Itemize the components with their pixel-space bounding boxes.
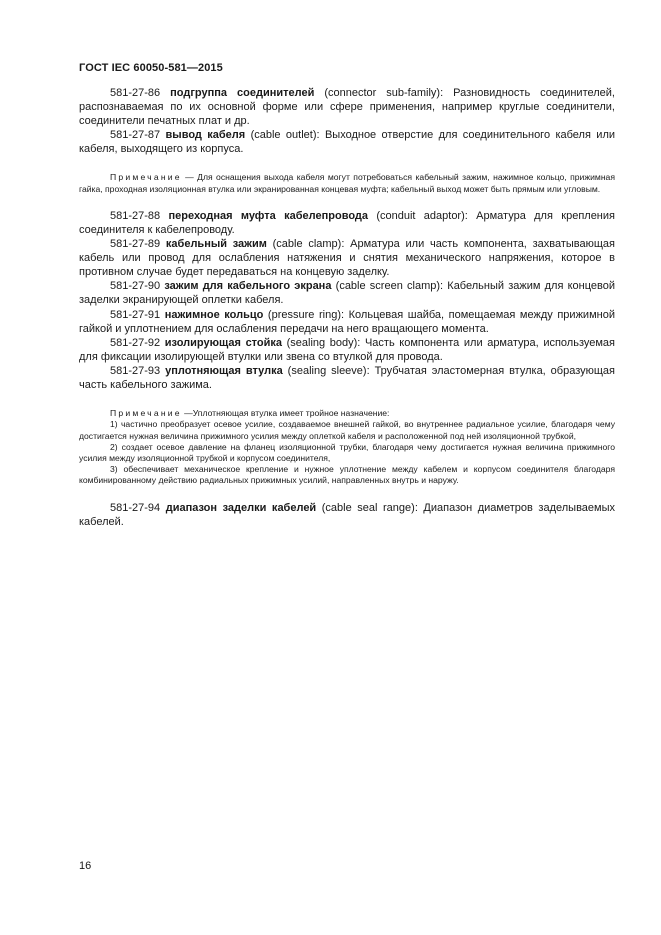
term-definition: : Арматура для крепления соединителя к кабелепроводу. xyxy=(79,209,615,236)
term-title: изолирующая стойка xyxy=(164,336,283,349)
note-text: — Для оснащения выхода кабеля могут потребоваться кабельный зажим, нажимное кольцо, прижимная гайка, проходная изоляционная втулка или экранированная концевая муфта; кабельный выход может быть прямым или угловым. xyxy=(79,172,615,194)
term-english: (cable outlet) xyxy=(250,129,317,142)
term-number: 581-27-93 xyxy=(110,364,161,377)
page-number: 16 xyxy=(79,860,92,872)
note-intro xyxy=(79,408,615,419)
term-english: (conduit adaptor) xyxy=(376,209,465,222)
term-english: (connector sub-family) xyxy=(324,87,441,99)
term-number: 581-27-91 xyxy=(110,308,161,321)
note-text: —Уплотняющая втулка имеет тройное назначение: xyxy=(184,408,390,419)
page-content xyxy=(79,86,615,529)
term-entry-581-27-88 xyxy=(79,209,615,237)
term-definition: : Трубчатая эластомерная втулка, образующая часть кабельного зажима. xyxy=(79,364,615,391)
note-cable-outlet xyxy=(79,172,615,194)
term-english: (cable screen clamp) xyxy=(335,280,441,293)
term-title: переходная муфта кабелепровода xyxy=(168,209,368,222)
term-entry-581-27-87 xyxy=(79,128,615,156)
term-number: 581-27-86 xyxy=(110,87,161,99)
term-definition: : Арматура или часть компонента, захватывающая кабель или провод для ослабления натяжения и снятия механического напряжения, которое в противном случае будет передаваться на концевую заделку. xyxy=(79,238,616,279)
term-definition: : Выходное отверстие для соединительного кабеля или кабеля, выходящего из корпуса. xyxy=(79,129,616,156)
term-english: (pressure ring) xyxy=(267,308,341,321)
note-list-item: 3) обеспечивает механическое крепление и нужное уплотнение между кабелем и корпусом соединителя благодаря комбинированному действию радиальных прижимных усилий, направленных внутрь и наружу. xyxy=(79,464,615,486)
term-definition: : Диапазон диаметров заделываемых кабелей. xyxy=(79,501,615,528)
note-sealing-sleeve xyxy=(79,408,615,486)
term-entry-581-27-93 xyxy=(79,364,615,392)
term-number: 581-27-87 xyxy=(110,129,161,142)
term-definition: : Кольцевая шайба, помещаемая между прижимной гайкой и уплотнением для ослабления передачи на него вращающего момента. xyxy=(79,308,615,335)
term-definition: : Разновидность соединителей, распознаваемая по их основной форме или сфере применения, например круглые соединители, соединители печатных плат и др. xyxy=(79,87,615,128)
term-number: 581-27-89 xyxy=(110,238,161,251)
note-label: Примечание xyxy=(110,172,182,183)
note-label: Примечание xyxy=(110,408,182,419)
term-entry-581-27-86 xyxy=(79,86,615,128)
term-english: (sealing body) xyxy=(286,336,358,349)
term-english: (sealing sleeve) xyxy=(287,364,367,377)
term-title: кабельный зажим xyxy=(165,238,267,251)
term-title: вывод кабеля xyxy=(165,129,246,142)
term-title: подгруппа соединителей xyxy=(170,87,315,99)
term-number: 581-27-88 xyxy=(110,209,161,222)
term-entry-581-27-91 xyxy=(79,308,615,336)
term-title: зажим для кабельного экрана xyxy=(164,280,332,293)
term-definition: : Кабельный зажим для концевой заделки экранирующей оплетки кабеля. xyxy=(79,280,616,307)
note-list-item: 1) частично преобразует осевое усилие, создаваемое внешней гайкой, во внутреннее радиальное усилие, благодаря чему достигается нужная величина прижимного усилия между оплеткой кабеля и расположенной под ней изоляционной трубкой, xyxy=(79,419,615,441)
term-entry-581-27-89 xyxy=(79,237,615,279)
term-title: диапазон заделки кабелей xyxy=(165,501,317,514)
term-english: (cable clamp) xyxy=(272,238,342,251)
note-list-item: 2) создает осевое давление на фланец изоляционной трубки, благодаря чему достигается нужная величина прижимного усилия между изоляционной трубкой и корпусом соединителя, xyxy=(79,441,615,463)
term-number: 581-27-90 xyxy=(110,280,161,293)
term-definition: : Часть компонента или арматура, используемая для фиксации изолирующей втулки или звена со втулкой для провода. xyxy=(79,336,615,363)
term-entry-581-27-92 xyxy=(79,336,615,364)
term-entry-581-27-94 xyxy=(79,501,615,529)
term-number: 581-27-94 xyxy=(110,501,161,514)
term-english: (cable seal range) xyxy=(321,501,415,514)
term-number: 581-27-92 xyxy=(110,336,161,349)
term-title: нажимное кольцо xyxy=(164,308,264,321)
document-header: ГОСТ IEC 60050-581—2015 xyxy=(79,62,223,74)
term-title: уплотняющая втулка xyxy=(165,364,283,377)
term-entry-581-27-90 xyxy=(79,279,615,307)
